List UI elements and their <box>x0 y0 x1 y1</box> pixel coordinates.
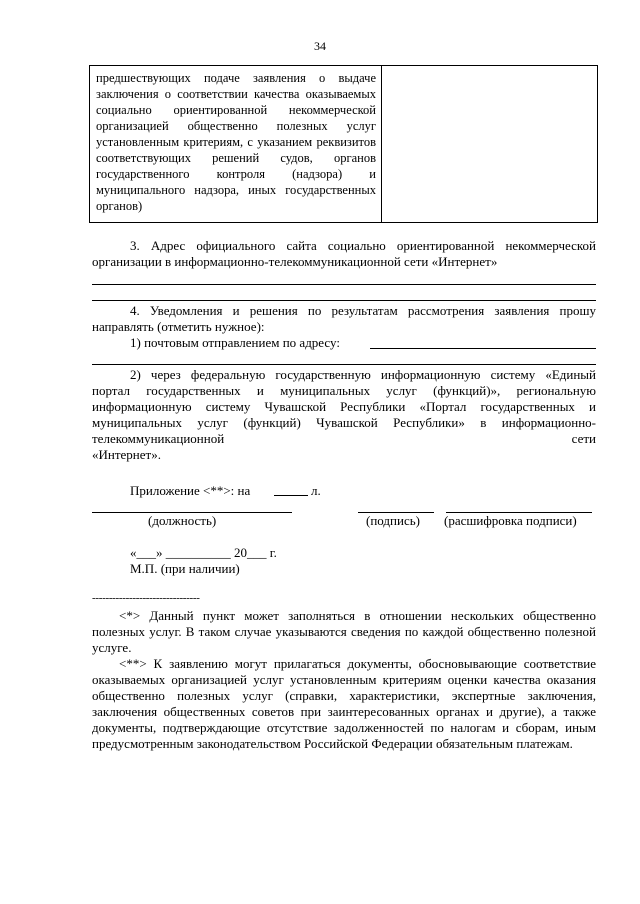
section-4-text: 4. Уведомления и решения по результатам рассмотрения заявления прошу направлять (отметить нужное): <box>92 303 596 334</box>
position-label: (должность) <box>148 513 217 528</box>
footnote-2: <**> К заявлению могут прилагаться документы, обосновывающие соответствие оказываемых организацией услуг установленным критериям оценки качества оказания общественно полезных услуг (справки, характеристики, экспертные заключения, заключения общественных советов при заинтересованных органах и другие), а также документы, подтверждающие отсутствие задолженностей по налогам и сборам, иным предусмотренным законодательством Российской Федерации обязательным платежам. <box>92 656 596 751</box>
section-3-text: 3. Адрес официального сайта социально ориентированной некоммерческой организации в информационно-телекоммуникационной сети «Интернет» <box>92 238 596 269</box>
option-1-label: 1) почтовым отправлением по адресу: <box>130 335 340 350</box>
decoding-label: (расшифровка подписи) <box>444 513 577 528</box>
postal-address-line-1[interactable] <box>370 348 596 349</box>
attachment-prefix: Приложение <**>: на <box>130 483 251 498</box>
footnote-1: <*> Данный пункт может заполняться в отношении нескольких общественно полезных услуг. В таком случае указываются сведения по каждой общественно полезной услуге. <box>92 608 596 655</box>
option-2-end: «Интернет». <box>92 447 161 462</box>
page-number: 34 <box>314 39 326 53</box>
table-left-cell: предшествующих подаче заявления о выдаче заключения о соответствии качества оказываемых социально ориентированной некоммерческой организацией общественно полезных услуг установленным критериям, с указанием реквизитов соответствующих решений судов, органов государственного контроля (надзора) и муниципального надзора, иных государственных органов) <box>90 66 382 222</box>
signature-label: (подпись) <box>366 513 420 528</box>
attachment-suffix: л. <box>311 483 321 498</box>
seal-label: М.П. (при наличии) <box>130 561 240 576</box>
website-address-line-2[interactable] <box>92 300 596 301</box>
date-line[interactable]: «___» __________ 20___ г. <box>130 545 277 560</box>
info-table <box>89 65 598 223</box>
table-right-cell[interactable] <box>382 66 597 222</box>
postal-address-line-2[interactable] <box>92 364 596 365</box>
attachment-row <box>130 483 430 499</box>
option-2-text: 2) через федеральную государственную информационную систему «Единый портал государственных и муниципальных услуг (функций)», региональную информационную систему Чувашской Республики «Портал государственных и муниципальных услуг (функций) Чувашской Республики» в информационно-телекоммуникационной сети <box>92 367 596 446</box>
website-address-line-1[interactable] <box>92 284 596 285</box>
attachment-pages-field[interactable] <box>274 495 308 496</box>
footnote-separator: -------------------------------- <box>92 592 200 604</box>
